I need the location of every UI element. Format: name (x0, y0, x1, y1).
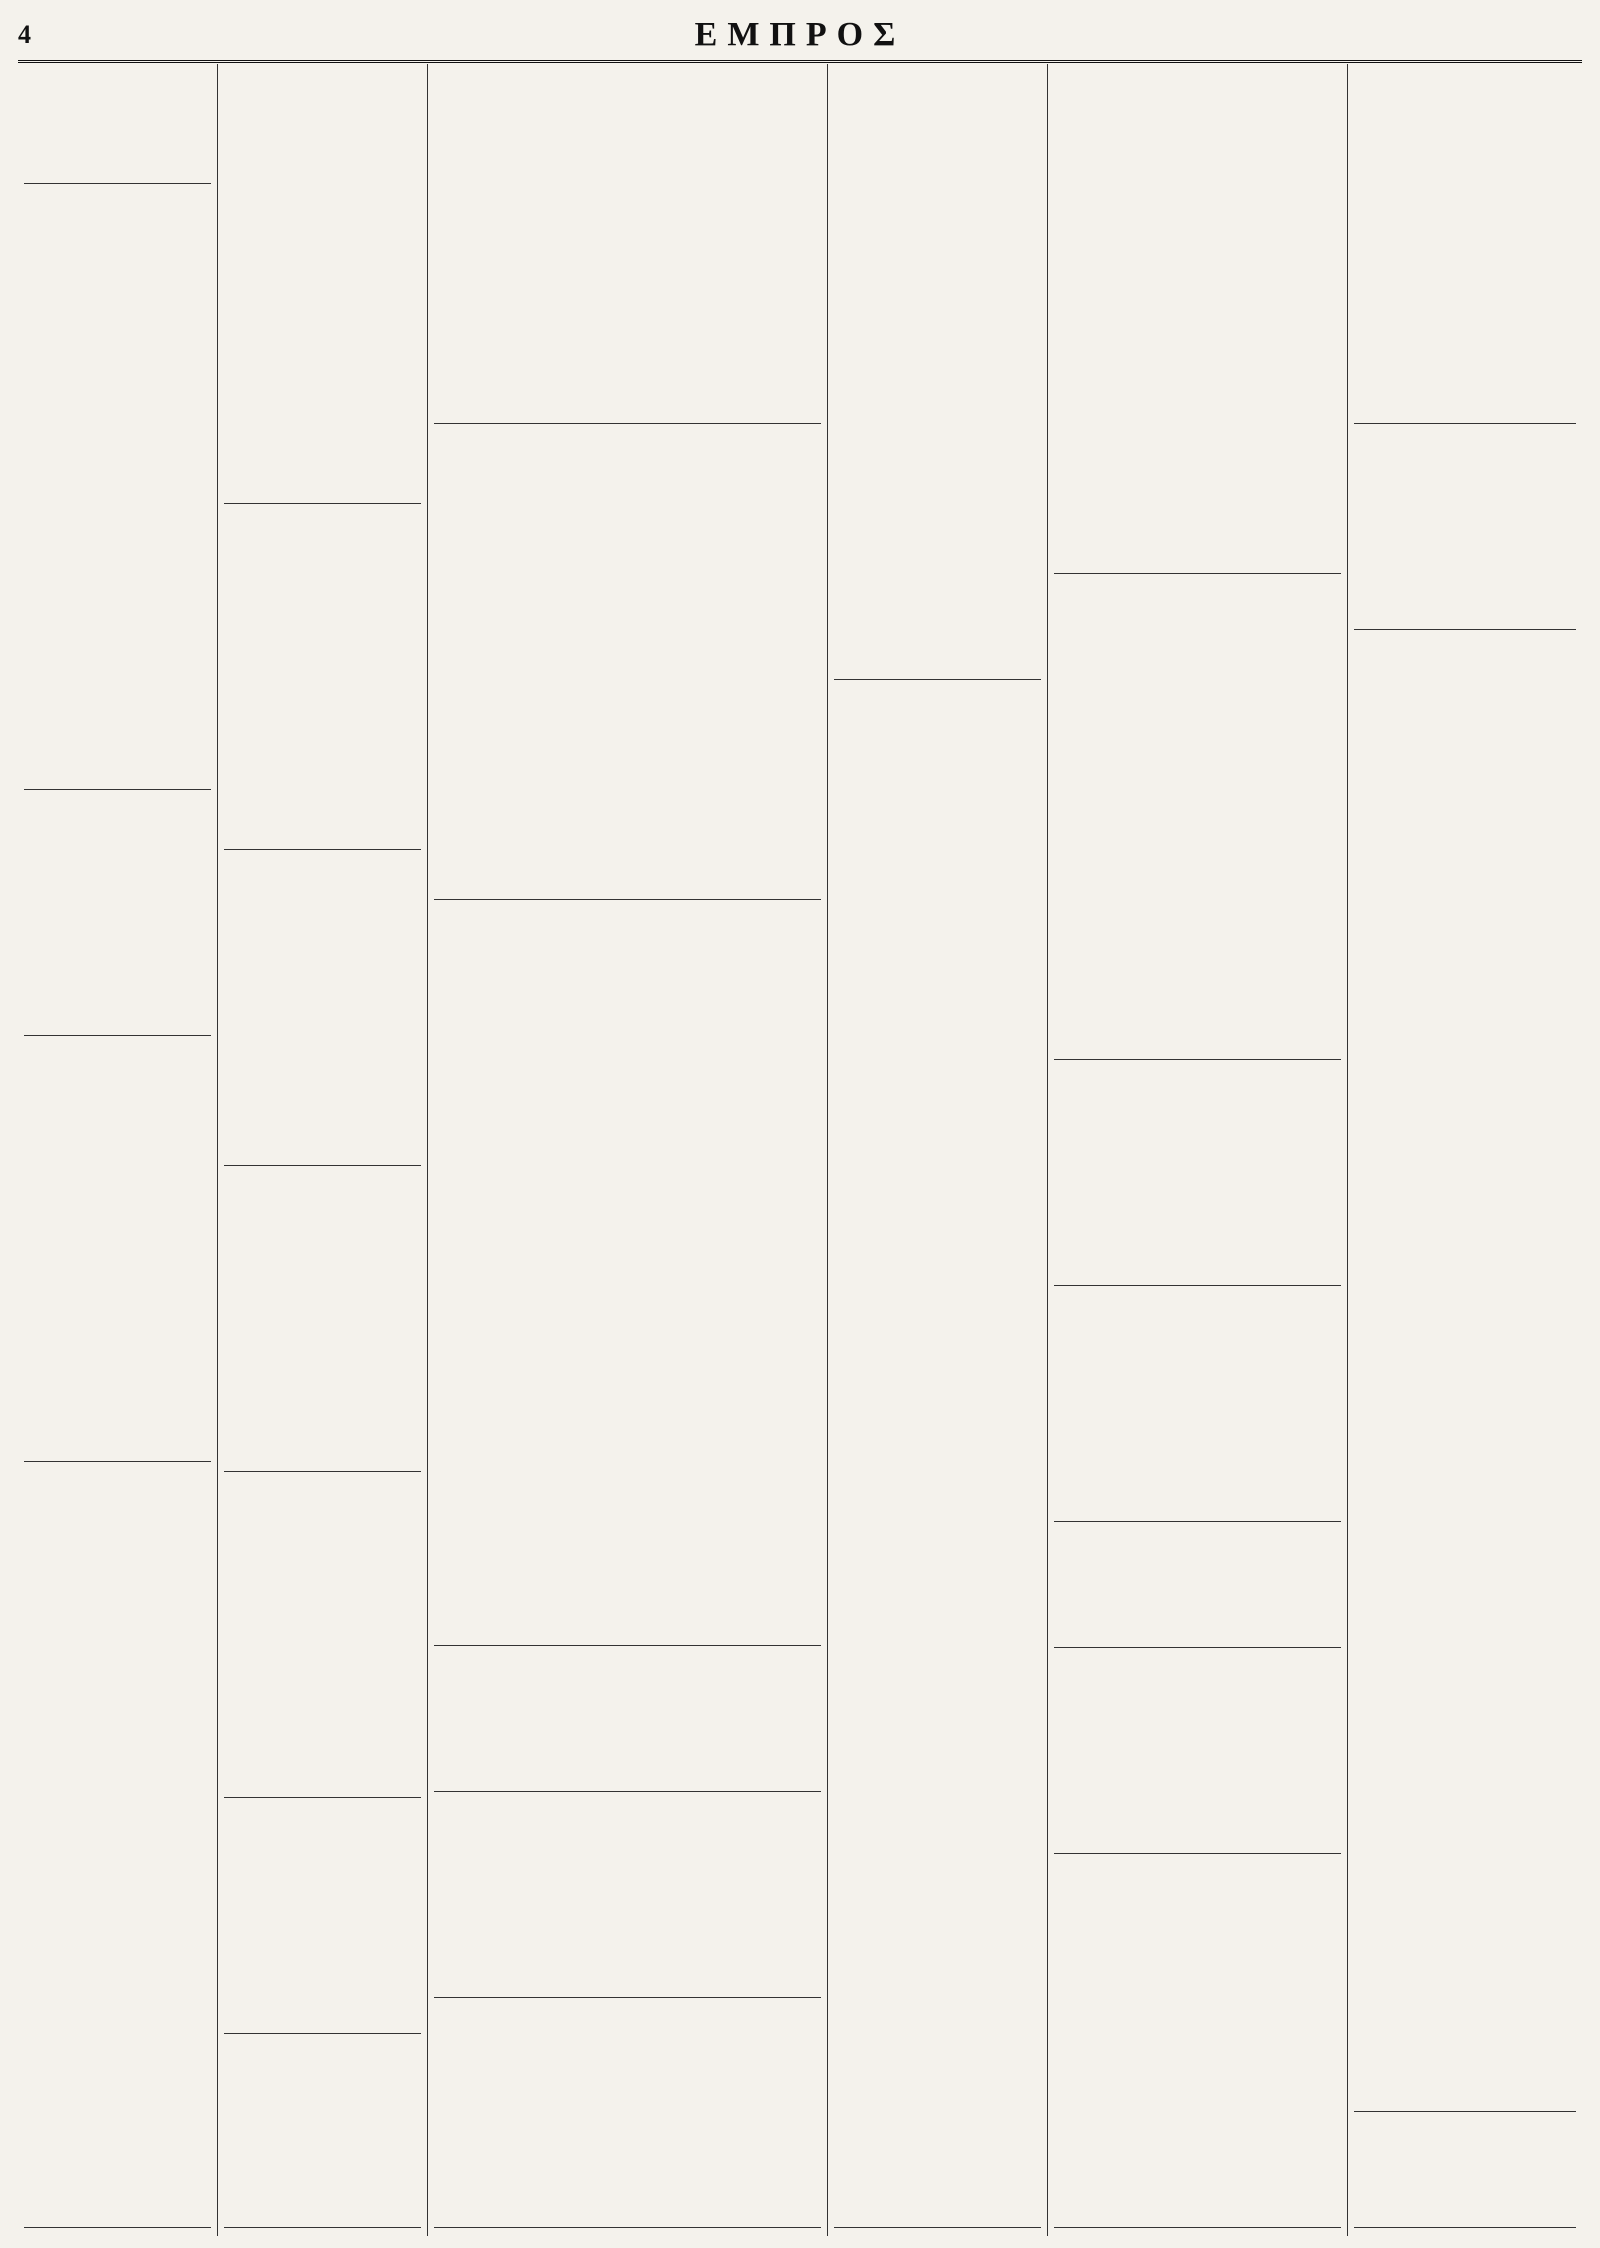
shipping-arrivals (24, 1042, 211, 1462)
extraordinary-opportunity (434, 1798, 821, 1998)
lead-headline (434, 64, 821, 424)
greek-macedonian-clash (224, 64, 421, 504)
sunday-esperini-advert (1054, 580, 1341, 1060)
paper-name: ΕΜΠΡΟΣ (694, 16, 906, 53)
column-1 (18, 64, 218, 2236)
column-4 (828, 64, 1048, 2236)
column-5-upper (1054, 64, 1341, 574)
raid-in-ilia (224, 1172, 421, 1472)
masthead (18, 10, 1582, 63)
fleet-arrival-chalkida (224, 1478, 421, 1798)
column-2 (218, 64, 428, 2236)
to-philanthropists (434, 2004, 821, 2228)
rentals (1354, 1292, 1576, 2112)
column-6 (1348, 64, 1582, 2236)
lead-body (434, 430, 821, 900)
calendar (24, 64, 211, 184)
column-1-lower (24, 1468, 211, 2228)
merchants-clash (224, 856, 421, 1166)
announcement (1054, 1292, 1341, 1522)
kapakli-finds (224, 1804, 421, 2034)
attempt-kalamata (224, 2040, 421, 2228)
memorial-notice (1054, 1066, 1341, 1286)
nocturnal-scenes (434, 906, 821, 1646)
cable-melos-kimolos (224, 510, 421, 850)
stock-exchange (24, 190, 211, 790)
asimakopoulos-architects (1054, 1654, 1341, 1854)
post-office (1354, 430, 1576, 630)
for-sale (1354, 2118, 1576, 2228)
albanian-committee-dissolution (834, 430, 1041, 680)
column-3 (428, 64, 828, 2236)
page-number: 4 (18, 20, 31, 49)
columns (18, 64, 1582, 2236)
theatres (1354, 64, 1576, 424)
olympic-committee (434, 1652, 821, 1792)
public-safety-boeotia (834, 686, 1041, 2228)
union-of-hellenes-abroad (1054, 1860, 1341, 2228)
column-5 (1048, 64, 1348, 2236)
paris-exchange (24, 796, 211, 1036)
occasion-advert (1054, 1528, 1341, 1648)
